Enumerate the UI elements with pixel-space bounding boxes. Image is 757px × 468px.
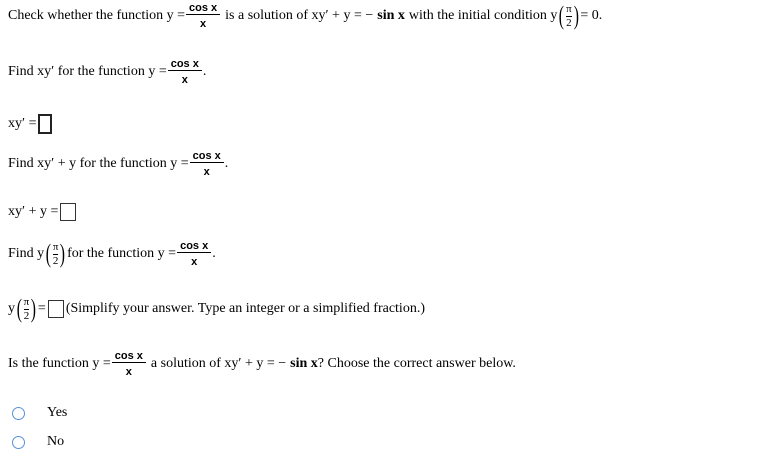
step-4-suffix: ? Choose the correct answer below. bbox=[317, 356, 516, 371]
question-prefix: Check whether the function y = bbox=[8, 8, 186, 23]
answer-1-row bbox=[8, 114, 54, 134]
fraction-cosx-over-x bbox=[186, 2, 220, 30]
answer-3-eq: = bbox=[37, 301, 46, 316]
step-4-sin: sin x bbox=[290, 356, 318, 371]
step-4 bbox=[8, 350, 516, 378]
fraction-pi-over-2 bbox=[53, 242, 59, 267]
question-line bbox=[8, 2, 602, 30]
pi-symbol: π bbox=[23, 295, 30, 308]
radio-button[interactable] bbox=[12, 436, 25, 449]
right-paren: ) bbox=[573, 1, 579, 30]
step-3-find: Find y bbox=[8, 246, 45, 261]
step-3-for: for the function y = bbox=[67, 246, 177, 261]
fraction-denominator: x bbox=[191, 256, 198, 268]
left-paren: ( bbox=[45, 239, 52, 268]
fraction-denominator: x bbox=[125, 366, 132, 378]
fraction-denominator: x bbox=[200, 18, 207, 30]
fraction-pi-over-2 bbox=[24, 297, 30, 322]
step-4-prefix: Is the function y = bbox=[8, 356, 111, 371]
question-mid: is a solution of xy′ + y = − bbox=[225, 8, 374, 23]
answer-3-row bbox=[8, 296, 425, 322]
answer-1-label: xy′ = bbox=[8, 116, 37, 131]
step-3 bbox=[8, 240, 216, 268]
fraction-cosx-over-x bbox=[112, 350, 146, 378]
fraction-cosx-over-x bbox=[177, 240, 211, 268]
fraction-denominator: x bbox=[181, 74, 188, 86]
fraction-numerator: cos x bbox=[192, 150, 221, 162]
question-sin: sin x bbox=[377, 8, 405, 23]
left-paren: ( bbox=[559, 1, 565, 30]
fraction-cosx-over-x bbox=[168, 58, 202, 86]
two-digit: 2 bbox=[566, 16, 572, 29]
answer-2-row bbox=[8, 203, 78, 221]
period: . bbox=[212, 246, 216, 261]
step-2-prefix: Find xy′ + y for the function y = bbox=[8, 156, 189, 171]
step-1 bbox=[8, 58, 206, 86]
answer-3-input[interactable] bbox=[48, 300, 64, 318]
choice-no[interactable] bbox=[12, 434, 64, 450]
fraction-denominator: x bbox=[203, 166, 210, 178]
pi-symbol: π bbox=[566, 2, 572, 15]
answer-2-input[interactable] bbox=[60, 203, 76, 221]
period: . bbox=[202, 64, 207, 79]
left-paren: ( bbox=[16, 294, 22, 323]
fraction-numerator: cos x bbox=[170, 58, 199, 70]
fraction-numerator: cos x bbox=[189, 2, 218, 14]
answer-2-label: xy′ + y = bbox=[8, 204, 59, 219]
fraction-cosx-over-x bbox=[190, 150, 224, 178]
fraction-numerator: cos x bbox=[114, 350, 143, 362]
choice-yes[interactable] bbox=[12, 405, 67, 421]
two-digit: 2 bbox=[52, 254, 59, 267]
fraction-numerator: cos x bbox=[180, 240, 209, 252]
step-2 bbox=[8, 150, 228, 178]
radio-button[interactable] bbox=[12, 407, 25, 420]
step-1-prefix: Find xy′ for the function y = bbox=[8, 64, 167, 79]
choice-label: No bbox=[47, 434, 65, 449]
answer-1-input[interactable] bbox=[38, 114, 52, 134]
answer-3-y: y bbox=[8, 301, 15, 316]
fraction-pi-over-2 bbox=[566, 4, 572, 29]
step-4-mid: a solution of xy′ + y = − bbox=[150, 356, 287, 371]
question-end: = 0. bbox=[580, 8, 603, 23]
two-digit: 2 bbox=[23, 309, 30, 322]
pi-symbol: π bbox=[52, 240, 59, 253]
answer-3-hint: (Simplify your answer. Type an integer or a simplified fraction.) bbox=[65, 301, 425, 316]
choice-label: Yes bbox=[47, 405, 68, 420]
period: . bbox=[224, 156, 229, 171]
right-paren: ) bbox=[30, 294, 37, 323]
right-paren: ) bbox=[60, 239, 66, 268]
question-with: with the initial condition y bbox=[408, 8, 558, 23]
